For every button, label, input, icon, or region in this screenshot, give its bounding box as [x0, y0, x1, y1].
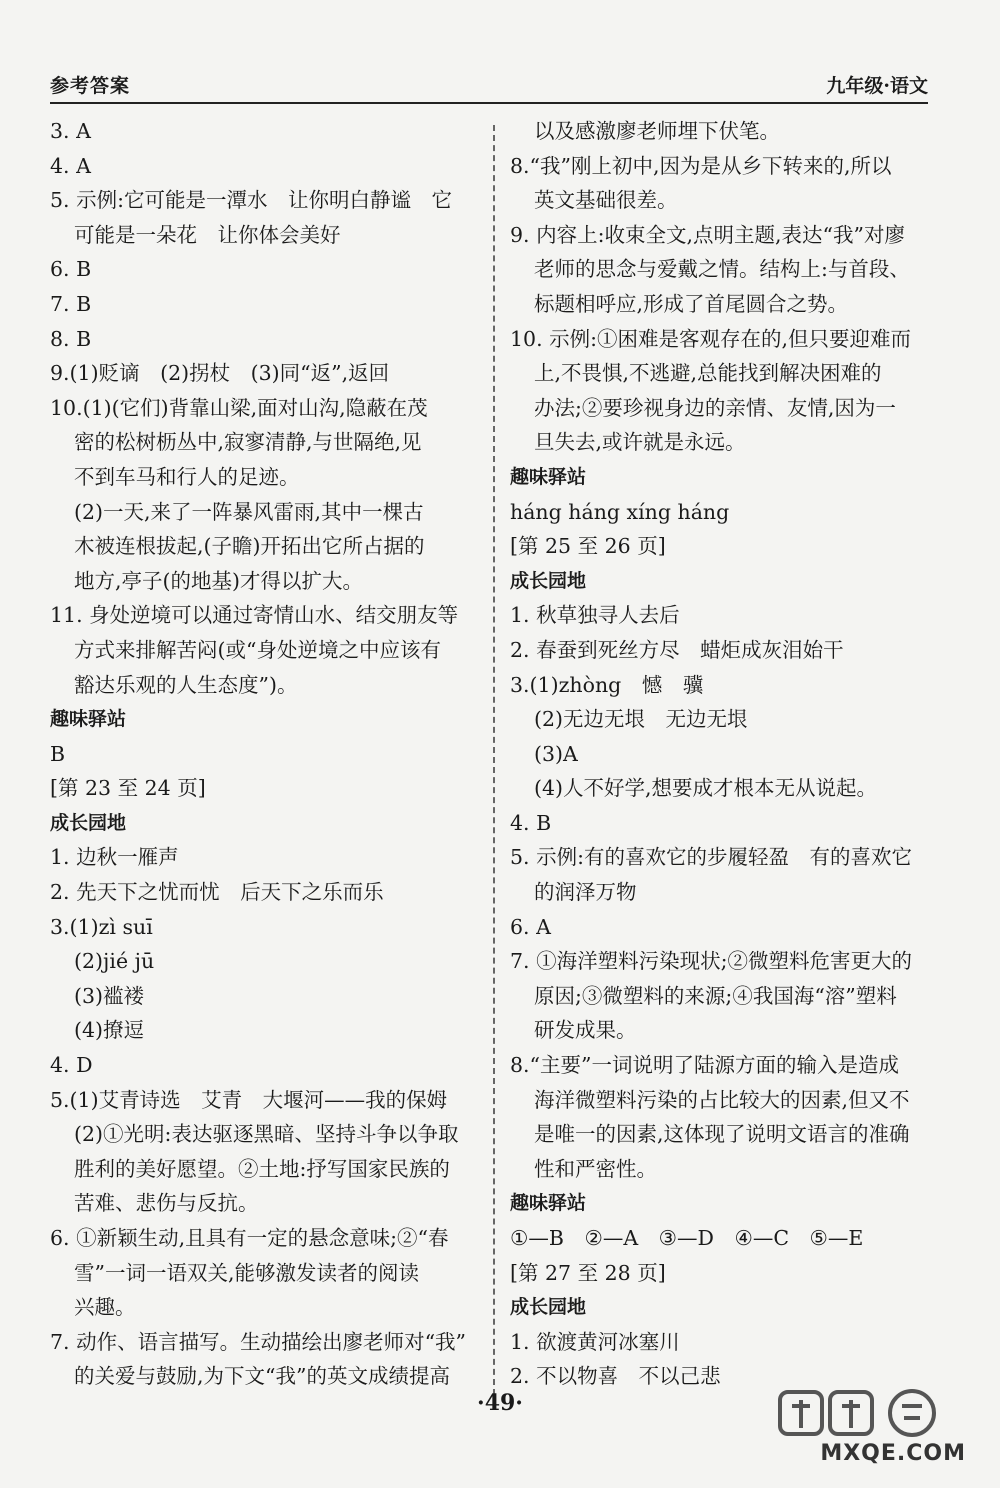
- answer-line: 海洋微塑料污染的占比较大的因素,但又不: [534, 1087, 910, 1112]
- answer-line: 密的松树枥丛中,寂寥清静,与世隔绝,见: [74, 430, 422, 455]
- answer-line: 7. ①海洋塑料污染现状;②微塑料危害更大的: [510, 949, 912, 974]
- answer-line: 10. 示例:①困难是客观存在的,但只要迎难而: [510, 326, 912, 351]
- answer-line: 6. ①新颖生动,且具有一定的悬念意味;②“春: [50, 1226, 449, 1250]
- answer-line: (4)人不好学,想要成才根本无从说起。: [534, 776, 878, 801]
- answer-line: 的关爱与鼓励,为下文“我”的英文成绩提高: [74, 1364, 450, 1389]
- header-left-title: 参考答案: [50, 75, 131, 97]
- answer-line: [第 25 至 26 页]: [510, 534, 666, 559]
- answer-line: 9.(1)贬谪 (2)拐杖 (3)同“返”,返回: [50, 361, 390, 386]
- section-heading: 成长园地: [50, 811, 127, 834]
- answer-line: (2)①光明:表达驱逐黑暗、坚持斗争以争取: [74, 1122, 459, 1147]
- answer-line: 10.(1)(它们)背靠山梁,面对山沟,隐蔽在茂: [50, 395, 428, 420]
- answer-line: 是唯一的因素,这体现了说明文语言的准确: [534, 1122, 910, 1147]
- section-heading: 趣味驿站: [50, 708, 127, 731]
- answer-line: 木被连根拔起,(子瞻)开拓出它所占据的: [74, 534, 425, 559]
- answer-line: 4. A: [50, 153, 91, 178]
- answer-line: 英文基础很差。: [534, 188, 678, 213]
- answer-line: 3.(1)zì suī: [50, 914, 153, 939]
- answer-line: 研发成果。: [534, 1018, 637, 1043]
- answer-line: 5. 示例:有的喜欢它的步履轻盈 有的喜欢它: [510, 845, 912, 870]
- answer-line: 胜利的美好愿望。②土地:抒写国家民族的: [74, 1156, 450, 1181]
- column-divider: [493, 125, 495, 1395]
- answer-line: 5.(1)艾青诗选 艾青 大堰河——我的保姆: [50, 1087, 448, 1112]
- right-column: [510, 114, 935, 1394]
- answer-line: 1. 边秋一雁声: [50, 845, 179, 870]
- answer-line: 1. 欲渡黄河冰塞川: [510, 1329, 680, 1354]
- watermark-text: MXQE.COM: [820, 1441, 966, 1466]
- answer-line: 7. B: [50, 291, 92, 316]
- answer-line: 雪”一词一语双关,能够激发读者的阅读: [74, 1260, 419, 1285]
- answer-line: 标题相呼应,形成了首尾圆合之势。: [534, 291, 849, 316]
- answer-line: 旦失去,或许就是永远。: [534, 430, 746, 455]
- section-heading: 成长园地: [510, 569, 587, 592]
- watermark-icon: [772, 1386, 972, 1446]
- watermark-logo: [772, 1386, 972, 1468]
- answer-line: 兴趣。: [74, 1295, 136, 1320]
- answer-line: 8.“我”刚上初中,因为是从乡下转来的,所以: [510, 153, 892, 178]
- answer-line: 9. 内容上:收束全文,点明主题,表达“我”对廖: [510, 222, 905, 247]
- answer-line: 8. B: [50, 326, 92, 351]
- answer-line: 老师的思念与爱戴之情。结构上:与首段、: [534, 257, 910, 282]
- answer-line: háng háng xíng háng: [510, 499, 730, 524]
- answer-line: 性和严密性。: [534, 1156, 657, 1181]
- answer-line: 1. 秋草独寻人去后: [510, 603, 680, 628]
- answer-line: 11. 身处逆境可以通过寄情山水、结交朋友等: [50, 603, 459, 628]
- answer-line: 苦难、悲伤与反抗。: [74, 1191, 259, 1216]
- answer-line: 以及感激廖老师埋下伏笔。: [534, 119, 780, 143]
- answer-line: 地方,亭子(的地基)才得以扩大。: [74, 568, 364, 593]
- answer-line: 不到车马和行人的足迹。: [74, 464, 300, 489]
- answer-line: ①—B ②—A ③—D ④—C ⑤—E: [510, 1226, 864, 1250]
- answer-line: 方式来排解苦闷(或“身处逆境之中应该有: [74, 637, 441, 662]
- answer-line: 2. 先天下之忧而忧 后天下之乐而乐: [50, 880, 384, 905]
- answer-line: 4. B: [510, 810, 552, 835]
- answer-line: [第 23 至 24 页]: [50, 776, 206, 801]
- answer-line: 7. 动作、语言描写。生动描绘出廖老师对“我”: [50, 1329, 467, 1354]
- section-heading: 成长园地: [510, 1296, 587, 1319]
- answer-line: (2)无边无垠 无边无垠: [534, 707, 748, 732]
- answer-line: [第 27 至 28 页]: [510, 1260, 666, 1285]
- answer-line: 的润泽万物: [534, 880, 637, 905]
- answer-line: (3)A: [534, 741, 578, 766]
- answer-line: 豁达乐观的人生态度”)。: [74, 672, 298, 697]
- answer-line: 办法;②要珍视身边的亲情、友情,因为一: [534, 395, 896, 420]
- answer-line: 2. 不以物喜 不以己悲: [510, 1364, 721, 1389]
- answer-line: 6. A: [510, 914, 551, 939]
- answer-line: (4)撩逗: [74, 1018, 145, 1043]
- answer-line: 可能是一朵花 让你体会美好: [74, 222, 341, 247]
- answer-line: 8.“主要”一词说明了陆源方面的输入是造成: [510, 1053, 900, 1078]
- answer-line: B: [50, 741, 66, 766]
- answer-line: 2. 春蚕到死丝方尽 蜡炬成灰泪始干: [510, 637, 844, 662]
- section-heading: 趣味驿站: [510, 465, 587, 488]
- answer-line: (3)褴褛: [74, 983, 145, 1008]
- page-header: [50, 72, 928, 104]
- header-right-title: 九年级·语文: [826, 75, 928, 97]
- answer-line: (2)jié jū: [74, 949, 155, 974]
- answer-line: (2)一天,来了一阵暴风雷雨,其中一棵古: [74, 499, 424, 524]
- answer-line: 3.(1)zhòng 憾 骥: [510, 672, 704, 697]
- answer-line: 6. B: [50, 257, 92, 282]
- answer-line: 原因;③微塑料的来源;④我国海“溶”塑料: [534, 983, 897, 1008]
- answer-line: 4. D: [50, 1053, 93, 1078]
- section-heading: 趣味驿站: [510, 1192, 587, 1215]
- page-number: ·49·: [477, 1390, 523, 1416]
- answer-line: 上,不畏惧,不逃避,总能找到解决困难的: [534, 361, 882, 386]
- answer-line: 3. A: [50, 119, 91, 143]
- answer-line: 5. 示例:它可能是一潭水 让你明白静谧 它: [50, 188, 452, 213]
- left-column: [50, 114, 475, 1394]
